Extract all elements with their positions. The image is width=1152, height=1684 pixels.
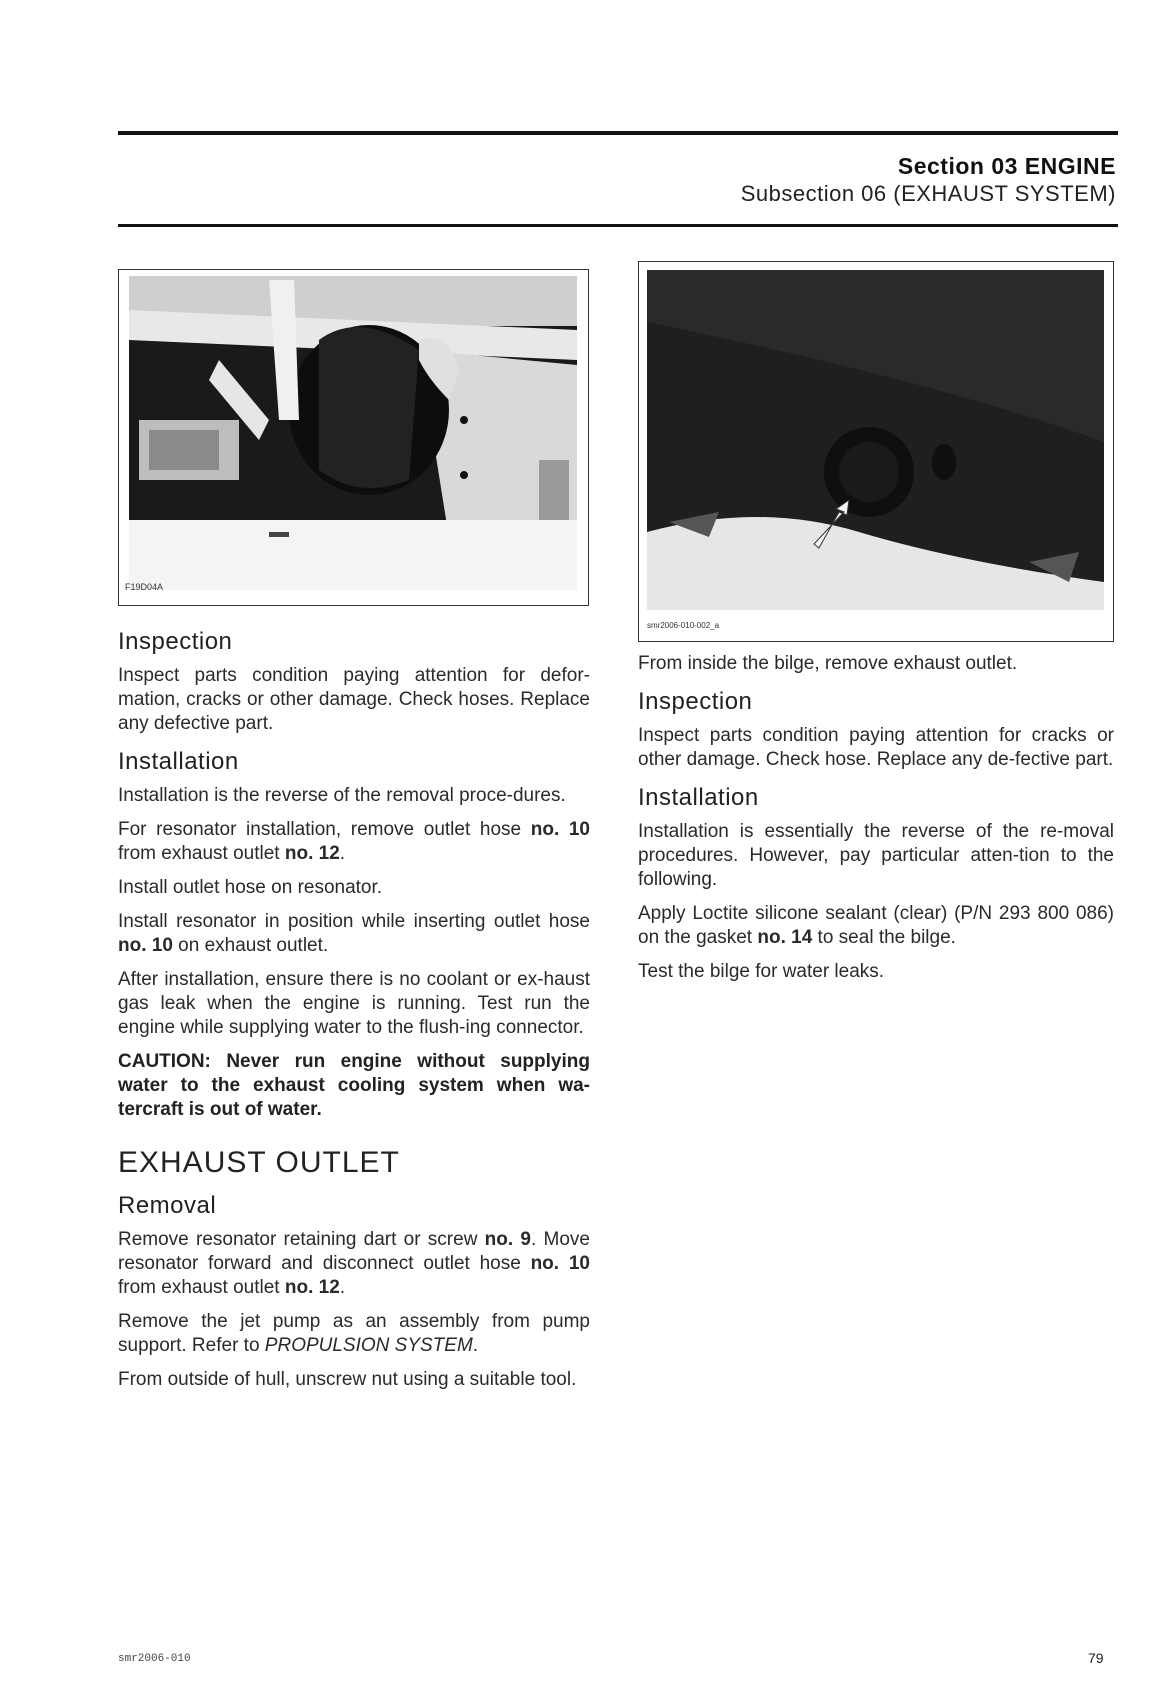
left-inspection-text: Inspect parts condition paying attention for defor-mation, cracks or other damage. Check hoses. Replace any defective part. <box>118 665 590 734</box>
section-title: Section 03 ENGINE <box>897 153 1116 179</box>
caution-note: CAUTION: Never run engine without supplying water to the exhaust cooling system when wa-tercraft is out of water. <box>118 1051 590 1120</box>
right-installation-p3: Test the bilge for water leaks. <box>638 961 885 982</box>
right-remove-text: From inside the bilge, remove exhaust outlet. <box>638 653 1018 674</box>
page-header <box>741 152 1116 208</box>
left-installation-p5: After installation, ensure there is no coolant or ex-haust gas leak when the engine is running. Test run the engine while supplying water to the flush-ing connector. <box>118 969 590 1038</box>
left-installation-p1: Installation is the reverse of the removal proce-dures. <box>118 785 566 806</box>
exhaust-outlet-heading: EXHAUST OUTLET <box>118 1146 400 1179</box>
header-top-rule <box>118 131 1118 135</box>
exhaust-outlet-illustration <box>639 262 1112 640</box>
left-inspection-heading: Inspection <box>118 628 233 655</box>
resonator-removal-photo <box>118 269 589 606</box>
removal-heading: Removal <box>118 1192 217 1219</box>
left-installation-p3: Install outlet hose on resonator. <box>118 877 383 898</box>
right-installation-heading: Installation <box>638 784 759 811</box>
right-column <box>638 652 1114 994</box>
exhaust-outlet-photo <box>638 261 1114 642</box>
figure-caption-right: smr2006-010-002_a <box>647 621 720 630</box>
left-column <box>118 628 590 1402</box>
resonator-photo-illustration <box>119 270 587 604</box>
header-bottom-rule <box>118 224 1118 227</box>
right-installation-p1: Installation is essentially the reverse of the re-moval procedures. However, pay particular atten-tion to the following. <box>638 821 1114 890</box>
figure-caption-left: F19D04A <box>125 582 164 592</box>
removal-p1: Remove resonator retaining dart or screw no. 9. Move resonator forward and disconnect outlet hose no. 10 from exhaust outlet no. 12. <box>118 1229 590 1298</box>
left-installation-p4: Install resonator in position while inserting outlet hose no. 10 on exhaust outlet. <box>118 911 590 956</box>
right-inspection-heading: Inspection <box>638 688 753 715</box>
right-installation-p2: Apply Loctite silicone sealant (clear) (P/N 293 800 086) on the gasket no. 14 to seal the bilge. <box>638 903 1114 948</box>
left-installation-p2: For resonator installation, remove outlet hose no. 10 from exhaust outlet no. 12. <box>118 819 591 864</box>
left-installation-heading: Installation <box>118 748 239 775</box>
removal-p3: From outside of hull, unscrew nut using a suitable tool. <box>118 1369 577 1390</box>
page-number: 79 <box>1088 1650 1104 1666</box>
footer-doc-code: smr2006-010 <box>118 1653 191 1665</box>
removal-p2: Remove the jet pump as an assembly from pump support. Refer to PROPULSION SYSTEM. <box>118 1311 590 1356</box>
subsection-title: Subsection 06 (EXHAUST SYSTEM) <box>740 181 1116 206</box>
right-inspection-text: Inspect parts condition paying attention for cracks or other damage. Check hose. Replace any de-fective part. <box>638 725 1114 770</box>
